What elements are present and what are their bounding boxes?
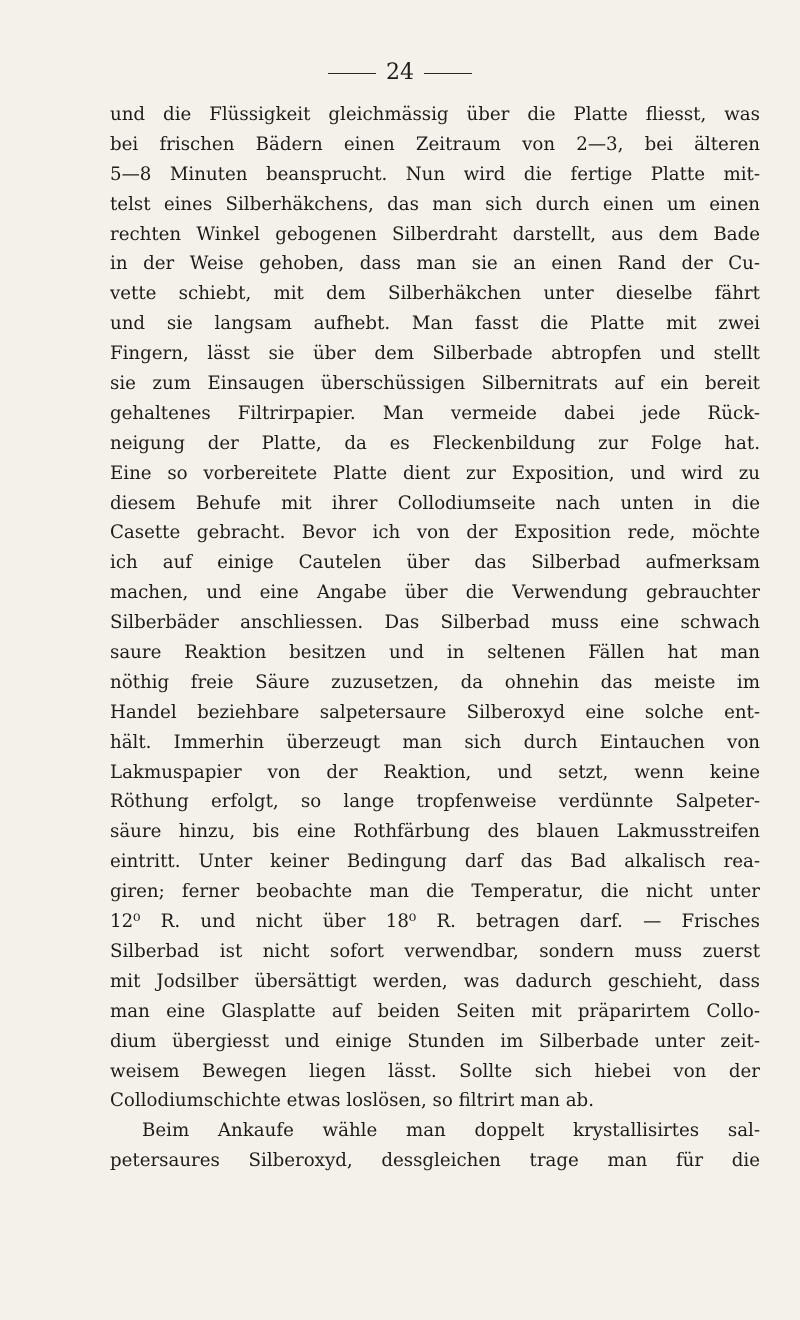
text-line: petersaures Silberoxyd, dessgleichen trage man für die [110, 1150, 760, 1172]
paragraph-end-line: Collodiumschichte etwas loslösen, so filtrirt man ab. [110, 1090, 594, 1112]
text-line: machen, und eine Angabe über die Verwendung gebrauchter [110, 582, 760, 604]
text-line: Silberbäder anschliessen. Das Silberbad muss eine schwach [110, 612, 760, 634]
text-line: telst eines Silberhäkchens, das man sich durch einen um einen [110, 193, 760, 215]
text-line: Lakmuspapier von der Reaktion, und setzt, wenn keine [110, 761, 760, 783]
text-line: vette schiebt, mit dem Silberhäkchen unter dieselbe fährt [110, 283, 760, 305]
text-line: nöthig freie Säure zuzusetzen, da ohnehin das meiste im [110, 671, 760, 693]
text-line: mit Jodsilber übersättigt werden, was dadurch geschieht, dass [110, 970, 760, 992]
text-line: ich auf einige Cautelen über das Silberbad aufmerksam [110, 552, 760, 574]
body-text [110, 100, 760, 1176]
text-line: weisem Bewegen liegen lässt. Sollte sich hiebei von der [110, 1060, 760, 1082]
page-number: 24 [386, 60, 414, 85]
text-line: diesem Behufe mit ihrer Collodiumseite nach unten in die [110, 492, 760, 514]
text-line: sie zum Einsaugen überschüssigen Silbernitrats auf ein bereit [110, 373, 760, 395]
text-line: Röthung erfolgt, so lange tropfenweise verdünnte Salpeter- [110, 791, 760, 813]
text-line: hält. Immerhin überzeugt man sich durch Eintauchen von [110, 731, 760, 753]
text-line: man eine Glasplatte auf beiden Seiten mit präparirtem Collo- [110, 1000, 760, 1022]
text-line: bei frischen Bädern einen Zeitraum von 2—3, bei älteren [110, 133, 760, 155]
page-header [0, 62, 800, 84]
text-line: in der Weise gehoben, dass man sie an einen Rand der Cu- [110, 253, 760, 275]
header-rule-right [424, 73, 472, 74]
text-line: Eine so vorbereitete Platte dient zur Exposition, und wird zu [110, 462, 760, 484]
text-line: Handel beziehbare salpetersaure Silberoxyd eine solche ent- [110, 701, 760, 723]
text-line: saure Reaktion besitzen und in seltenen Fällen hat man [110, 642, 760, 664]
text-line: eintritt. Unter keiner Bedingung darf das Bad alkalisch rea- [110, 851, 760, 873]
header-rule-left [328, 73, 376, 74]
text-line: 5—8 Minuten beansprucht. Nun wird die fertige Platte mit- [110, 163, 760, 185]
paragraph-start-line: Beim Ankaufe wähle man doppelt krystallisirtes sal- [142, 1120, 760, 1142]
text-line: Casette gebracht. Bevor ich von der Exposition rede, möchte [110, 522, 760, 544]
text-line: Silberbad ist nicht sofort verwendbar, sondern muss zuerst [110, 940, 760, 962]
text-line: gehaltenes Filtrirpapier. Man vermeide dabei jede Rück- [110, 402, 760, 424]
text-line: giren; ferner beobachte man die Temperatur, die nicht unter [110, 881, 760, 903]
text-line: 12⁰ R. und nicht über 18⁰ R. betragen darf. — Frisches [110, 911, 760, 933]
text-line: neigung der Platte, da es Fleckenbildung zur Folge hat. [110, 432, 760, 454]
text-line: rechten Winkel gebogenen Silberdraht darstellt, aus dem Bade [110, 223, 760, 245]
text-line: säure hinzu, bis eine Rothfärbung des blauen Lakmusstreifen [110, 821, 760, 843]
text-line: und die Flüssigkeit gleichmässig über die Platte fliesst, was [110, 104, 760, 125]
text-line: dium übergiesst und einige Stunden im Silberbade unter zeit- [110, 1030, 760, 1052]
text-line: Fingern, lässt sie über dem Silberbade abtropfen und stellt [110, 343, 760, 365]
text-line: und sie langsam aufhebt. Man fasst die Platte mit zwei [110, 313, 760, 335]
